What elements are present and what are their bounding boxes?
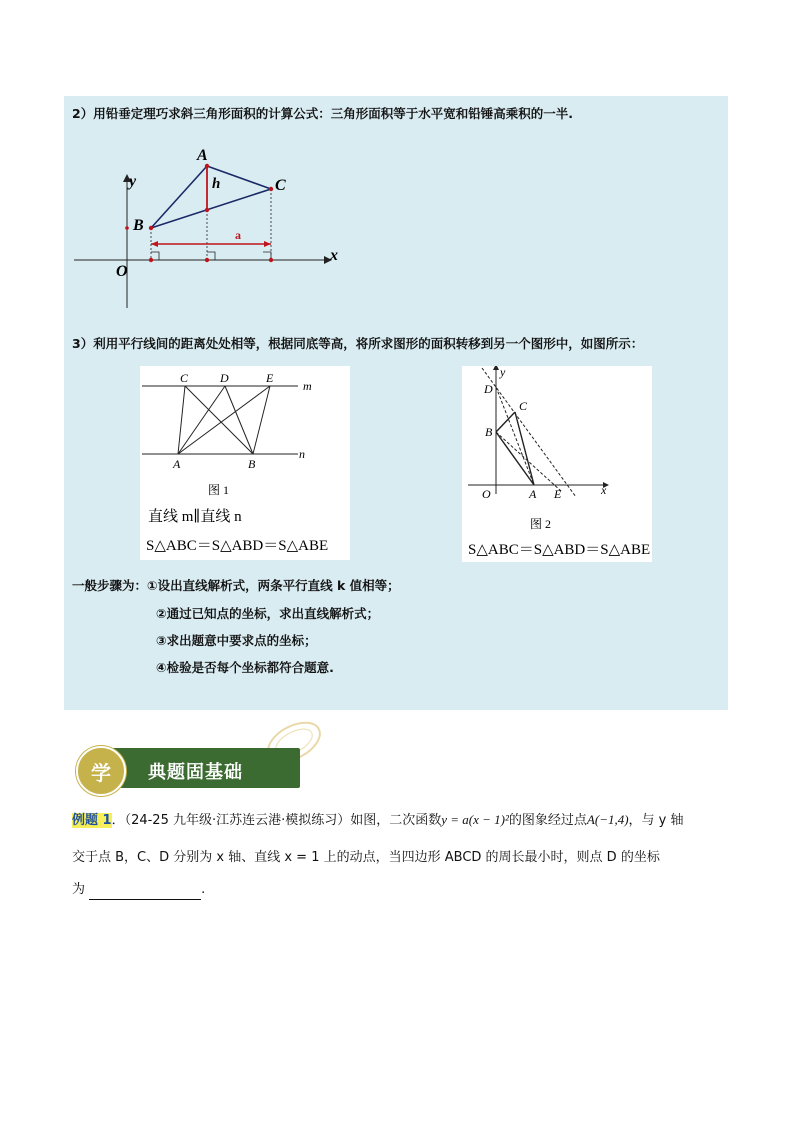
dashed-DA — [496, 387, 534, 485]
step-item-3: ③求出题意中要求点的坐标； — [156, 633, 317, 648]
example-line-3 — [72, 880, 205, 900]
label-D: D — [220, 371, 229, 385]
seg-AE — [178, 386, 270, 454]
label-O: O — [482, 487, 491, 501]
example-point: A(−1,4) — [586, 812, 629, 827]
steps-intro: 一般步骤为： — [72, 578, 148, 593]
figure2-svg — [462, 366, 652, 562]
seg-AD — [178, 386, 225, 454]
label-O: O — [116, 263, 128, 280]
label-y: y — [500, 366, 506, 379]
example-text-b: ，与 y 轴 — [628, 813, 684, 828]
banner-title: 典题固基础 — [148, 762, 243, 783]
figure1-formula: S△ABC＝S△ABD＝S△ABE — [146, 538, 329, 554]
width-arrow-left — [151, 241, 158, 247]
label-h: h — [212, 176, 221, 192]
point-B-x — [149, 258, 153, 262]
example-source: ．（24-25 九年级·江苏连云港·模拟练习）如图，二次函数 — [111, 813, 442, 828]
label-C: C — [180, 371, 189, 385]
figure1-box — [140, 366, 350, 560]
seg-AC — [178, 386, 185, 454]
section2-text: 2）用铅垂定理巧求斜三角形面积的计算公式：三角形面积等于水平宽和铅锤高乘积的一半. — [72, 106, 573, 121]
label-C: C — [519, 399, 528, 413]
figure2-formula: S△ABC＝S△ABD＝S△ABE — [468, 542, 651, 558]
step-item-1: ①设出直线解析式，两条平行直线 k 值相等； — [147, 578, 400, 593]
figure2-caption: 图 2 — [530, 517, 552, 531]
label-B: B — [485, 425, 493, 439]
example-tag: 例题 1 — [72, 813, 112, 828]
plumb-triangle-figure — [70, 140, 360, 315]
label-E: E — [266, 371, 274, 385]
example-text-a: 的图象经过点 — [508, 813, 587, 828]
seg-BA — [496, 432, 534, 485]
label-y: y — [129, 173, 137, 190]
label-a: a — [235, 228, 241, 242]
banner-badge-text: 学 — [91, 761, 111, 785]
label-A: A — [197, 147, 208, 164]
label-B: B — [248, 457, 256, 471]
label-n: n — [299, 447, 305, 461]
example-line-1 — [72, 810, 684, 831]
figure1-parallel-text: 直线 m∥直线 n — [148, 509, 242, 525]
seg-CA — [515, 412, 534, 485]
figure1-caption: 图 1 — [208, 483, 230, 497]
label-D: D — [484, 382, 493, 396]
point-h-x — [205, 258, 209, 262]
point-A — [205, 164, 209, 168]
label-B: B — [133, 217, 144, 234]
label-x: x — [330, 247, 338, 264]
seg-BC-solid — [496, 412, 515, 432]
step-item-2: ②通过已知点的坐标，求出直线解析式； — [156, 606, 380, 621]
label-m: m — [303, 379, 312, 393]
width-arrow-right — [264, 241, 271, 247]
banner-badge — [76, 746, 126, 796]
point-B-yaxis — [125, 226, 129, 230]
example-end: . — [201, 882, 206, 897]
y-axis-arrow — [493, 366, 499, 370]
example-formula: y = a(x − 1)² — [441, 812, 509, 827]
figure2-box — [462, 366, 652, 562]
seg-BD — [225, 386, 253, 454]
step-item-4: ④检验是否每个坐标都符合题意. — [156, 660, 334, 675]
point-C — [269, 187, 273, 191]
seg-BC — [185, 386, 253, 454]
label-A: A — [173, 457, 181, 471]
answer-blank[interactable] — [89, 885, 201, 900]
label-x: x — [601, 483, 607, 497]
section-banner — [74, 744, 304, 796]
example-line-3-text: 为 — [72, 882, 86, 897]
steps-line-1 — [72, 576, 400, 594]
point-foot — [205, 208, 209, 212]
section3-text: 3）利用平行线间的距离处处相等，根据同底等高，将所求图形的面积转移到另一个图形中，如图所示： — [72, 336, 644, 351]
point-C-x — [269, 258, 273, 262]
label-A: A — [529, 487, 537, 501]
label-C: C — [275, 177, 286, 194]
example-line-2: 交于点 B，C、D 分别为 x 轴、直线 x = 1 上的动点，当四边形 ABCD 的周长最小时，则点 D 的坐标 — [72, 850, 660, 865]
label-E: E — [554, 487, 562, 501]
point-B — [149, 226, 153, 230]
figure1-svg — [140, 366, 350, 560]
